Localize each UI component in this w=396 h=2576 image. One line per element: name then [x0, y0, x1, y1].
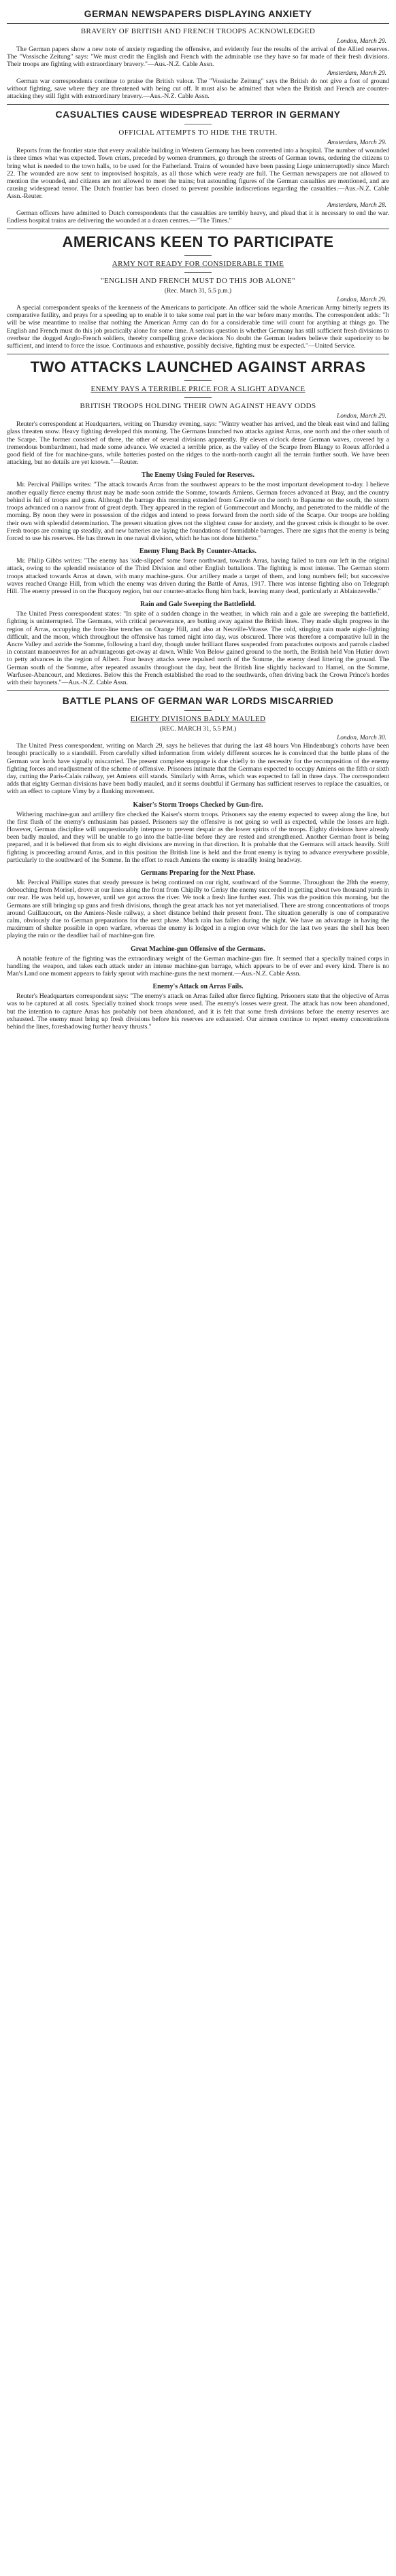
- subheadline: BRITISH TROOPS HOLDING THEIR OWN AGAINST HEAVY ODDS: [80, 402, 316, 411]
- divider: [7, 23, 389, 24]
- paragraph: The German papers show a new note of anxiety regarding the offensive, and evidently fear the results of the arrival of the Allied reserves. The "Vossische Zeitung" says: "We must credit the English and French with the admirable use they have so far made of their fresh divisions. Their troops are fighting with extraordinary bravery."—Aus.-N.Z. Cable Assn.: [7, 46, 389, 69]
- article-battle-plans: [7, 695, 389, 1031]
- minor-heading: Kaiser's Storm Troops Checked by Gun-fire.: [133, 801, 263, 809]
- article-arras-attacks: [7, 358, 389, 686]
- subheadline: EIGHTY DIVISIONS BADLY MAULED: [130, 715, 266, 724]
- divider: [7, 690, 389, 691]
- paragraph: The United Press correspondent, writing on March 29, says he believes that during the last 48 hours Von Hindenburg's cohorts have been brought practically to a standstill. From carefully sifted information from widely different sources he is convinced that the battle plans of the German war lords have signally miscarried. The present complete stoppage is due chiefly to the necessity for the recomposition of the enemy fighting forces and readjustment of the scheme of offensive. Prisoners intimate that the Germans expected to occupy Amiens on the fifth or sixth day, cutting the Paris-Calais railway, yet Amiens still stands. Similarly with Arras, which was expected to fall in three days. The correspondent adds that eighty German divisions have been badly mauled, and it seems doubtful if Germany has sufficient reserves to replace the casualties, or with an effect to capture Vimy by a flanking movement.: [7, 742, 389, 796]
- subheadline: OFFICIAL ATTEMPTS TO HIDE THE TRUTH.: [118, 129, 278, 137]
- minor-heading: The Enemy Using Fouled for Reserves.: [142, 471, 254, 480]
- paragraph: Mr. Percival Phillips states that steady pressure is being continued on our right, southward of the Somme. Throughout the 28th the enemy, debouching from Morisel, drove at our lines along the front from Chipilly to Cerisy the enemy succeeded in getting about two thousand yards in our rear. He was held up, however, until we got across the river. We took a fresh line further east. This was the position this morning, but the Germans are still bringing up guns and fresh divisions, though the great attack has not yet materialised. There are strong concentrations of troops around Guillaucourt, on the Amiens-Nesle railway, a short distance behind their present front. The situation generally is one of comparative calm, obviously due to German preparations for the next phase. Much rain has fallen during the night. We have an advantage in having the maximum of shelter possible in open warfare, whereas the enemy is lodged in a region over which for the last two years the shell has been playing the ruin or the deadlier hail of machine-gun fire.: [7, 879, 389, 940]
- subheadline: ENEMY PAYS A TERRIBLE PRICE FOR A SLIGHT ADVANCE: [90, 385, 306, 394]
- article-americans: [7, 233, 389, 350]
- headline: CASUALTIES CAUSE WIDESPREAD TERROR IN GERMANY: [55, 109, 341, 120]
- paragraph: Mr. Philip Gibbs writes: "The enemy has 'side-slipped' some force northward, towards Arras, having failed to turn our left in the original attack, owing to the splendid resistance of the Third Division and other English battalions. The fighting is most intense. The German storm troops attacked towards Arras at dawn, with many machine-guns. Our artillery made a target of them, and long numbers fell; but successive waves reached Orange Hill, from which the enemy was driven during the Battle of Arras, 1917. There was intense fighting also on Telegraph Hill. The enemy pressed in on the Bucquoy region, but our counter-attacks flung him back, leaving many dead, particularly at Ablainzevelle.": [7, 557, 389, 595]
- paragraph: Reuter's Headquarters correspondent says: "The enemy's attack on Arras failed after fierce fighting. Prisoners state that the objective of Arras was to be captured at all costs. Specially trained shock troops were used. The enemy's losses were great. The attack has now been abandoned, but the intention to capture Arras has probably not been abandoned, and it is felt that some fresh divisions before the enemy reserves are exhausted. The enemy must bring up fresh divisions before his reserves are exhausted. Our airmen continue to report enemy concentrations behind the lines, foreshadowing further heavy thrusts.": [7, 992, 389, 1031]
- headline: TWO ATTACKS LAUNCHED AGAINST ARRAS: [30, 358, 366, 376]
- subheadline: ARMY NOT READY FOR CONSIDERABLE TIME: [112, 260, 284, 269]
- dateline: London, March 29.: [336, 38, 386, 45]
- minor-heading: Great Machine-gun Offensive of the Germans.: [130, 945, 266, 953]
- divider: [184, 380, 212, 381]
- subheadline: "ENGLISH AND FRENCH MUST DO THIS JOB ALONE": [101, 277, 295, 286]
- dateline: London, March 29.: [336, 413, 386, 420]
- dateline: Amsterdam, March 28.: [327, 201, 386, 209]
- paragraph: The United Press correspondent states: "In spite of a sudden change in the weather, in which rain and a gale are sweeping the battlefield, fighting is uninterrupted. The Germans, with critical perseverance, are butting away against the British lines. They made slight progress in the region of Arras, occupying the front-line trenches on Orange Hill, and also at Neuville-Vitasse. The cold, stinging rain made night-fighting difficult, and the moon, which throughout the offensive has turned night into day, was obscured. There was therefore a comparative lull in the Ancre Valley and astride the Somme, following a hard day, though under brilliant flares suspended from parachutes outposts and patrols clashed in constant manoeuvres for an advantageous get-away at dawn. While Von Below gained ground to the north, the British held Von Hutier down to petty advances in the region of Albert. Four heavy attacks were repulsed north of the Somme, the enemy dead littering the ground. The German south of the Somme, after repeated assaults throughout the day, beat the British line slightly backward to Hamel, on the Somme, Warfusee-Abancourt, and Mezieres. Below this the French established the road to the southwards, often driving back the Crown Prince's hordes with their bayonets."—Aus.-N.Z. Cable Assn.: [7, 610, 389, 686]
- minor-heading: Germans Preparing for the Next Phase.: [140, 869, 256, 877]
- received-note: (Rec. March 31, 5.5 p.m.): [164, 288, 232, 295]
- received-note: (REC. MARCH 31, 5.5 P.M.): [159, 726, 237, 733]
- paragraph: Reuter's correspondent at Headquarters, writing on Thursday evening, says: "Wintry weather has arrived, and the bleak east wind and falling glass threaten snow. Heavy fighting developed this morning. The Germans launched two attacks against Arras, one north and the other south of the Scarpe. The former consisted of three, the other of several divisions apparently. By eleven o'clock dense German waves, covered by a tremendous bombardment, had made some advance. We exacted a terrible price, as the valley of the Scarpe from Blangy to Roeux afforded a good field of fire for machine-guns, while batteries posted on the ridges to the north-north caught all the terrain further south. We have been attacking, but no details are yet known."—Reuter.: [7, 420, 389, 467]
- headline: BATTLE PLANS OF GERMAN WAR LORDS MISCARRIED: [62, 695, 334, 707]
- dateline: Amsterdam, March 29.: [327, 69, 386, 77]
- divider: [7, 104, 389, 105]
- dateline: London, March 30.: [336, 735, 386, 742]
- divider: [184, 397, 212, 398]
- minor-heading: Enemy's Attack on Arras Fails.: [152, 983, 244, 991]
- divider: [184, 255, 212, 256]
- headline: GERMAN NEWSPAPERS DISPLAYING ANXIETY: [84, 8, 312, 19]
- paragraph: Withering machine-gun and artillery fire checked the Kaiser's storm troops. Prisoners say the enemy expected to sweep along the line, but the first flush of the enemy's enthusiasm has passed. Prisoners say the offensive is not going so well as expected, while the losses are high. However, German discipline will unquestionably interpose to prevent despair as the lower spirits of the troops. Eighty divisions have already been badly mauled, and they will be unable to go into the battle-line before they are rested and strengthened. Another German front is being prepared, and it is believed that from six to eight divisions are moving in that direction. It is probable that the Germans will attack heavily. Stiff fighting is proceeding around Arras, and in this position the British line is held and the front enemy is trying to advance everywhere possible, particularly to the southward of the Somme. In the effort to reach Amiens the enemy is steadily losing headway.: [7, 810, 389, 864]
- newspaper-page: [7, 0, 389, 1031]
- headline: AMERICANS KEEN TO PARTICIPATE: [62, 233, 334, 251]
- subheadline: BRAVERY OF BRITISH AND FRENCH TROOPS ACKNOWLEDGED: [80, 27, 316, 35]
- paragraph: A special correspondent speaks of the keenness of the Americans to participate. An officer said the whole American Army bitterly regrets its comparative futility, and prays for a speeding up to enable it to take some real part in the war before many months. The correspondent adds: "It will be wise meantime to realise that nothing the American Army can do for a considerable time will count for anything at things go. The English and French must do this job practically alone for some time. A serious question is whether Germany has still sufficient fresh divisions to overbear the dogged Anglo-French soldiers, thereby compelling grave decisions No doubt the German leaders believe their superiority to be sufficient, and intend to force the issue. Continuous and exhaustive, possibly decisive, fighting must be expected."—United Service.: [7, 304, 389, 350]
- paragraph: A notable feature of the fighting was the extraordinary weight of the German machine-gun fire. It seemed that a specially trained corps in handling the weapon, and takes each attack under an intense machine-gun barrage, which appears to be of ever and every kind. There is no Man's Land one moment appears to fairly sprout with machine-guns the next moment.—Aus.-N.Z. Cable Assn.: [7, 954, 389, 978]
- divider: [184, 272, 212, 273]
- divider: [184, 710, 212, 711]
- paragraph: Mr. Percival Phillips writes: "The attack towards Arras from the southwest appears to be the most important development to-day. I believe another equally fierce enemy thrust may be made soon astride the Somme, towards Amiens. German forces advanced at Bray, and the country behind is full of troops and guns. Although the barrage this morning extended from Gavrelle on the north to Bapaume on the south, the storm troops advanced on a narrow front of great depth. They appeared in the region of Gommecourt and Monchy, and penetrated to the middle of the morning. By noon they were in possession of the ridges and intend to press forward from the north side of the Scarpe. Our troops are holding their own with splendid determination. The present situation gives not the slightest cause for anxiety, and the gravest crisis is thought to be over. Fresh troops are coming up steadily, and new batteries are laying the foundations of formidable barrages. There are signs that the enemy is being forced to use his reserves. He has thrown in one naval division, which he has not done hitherto.": [7, 481, 389, 542]
- paragraph: German war correspondents continue to praise the British valour. The "Vossische Zeitung" says the British do not give a foot of ground without fighting, save where they are threatened with being cut off. It must also be admitted that when the British and French are counter-attacking they still fight with extraordinary bravery.—Aus.-N.Z. Cable Assn.: [7, 77, 389, 101]
- minor-heading: Enemy Flung Back By Counter-Attacks.: [139, 548, 257, 556]
- paragraph: German officers have admitted to Dutch correspondents that the casualties are terribly heavy, and plead that it is necessary to end the war. Endless hospital trains are delivering the wounded at a dozen centres.—"The Times.": [7, 209, 389, 224]
- article-casualties: [7, 109, 389, 224]
- dateline: London, March 29.: [336, 297, 386, 304]
- article-german-newspapers: [7, 8, 389, 100]
- paragraph: Reports from the frontier state that every available building in Western Germany has been converted into a hospital. The number of wounded is three times what was expected. Town criers, preceded by women drummers, go through the streets of German towns, ordering the citizens to bring what is needed to the town halls, to be used for the Fatherland. Trains of wounded have been passing Liege uninterruptedly since March 22. The wounded are now sent to improvised hospitals, as all those which were ready are full. The German newspapers are not allowed to mention the wounded, and citizens are not allowed to meet the trains; but astounding figures of the German casualties are mentioned, and are causing widespread terror. The Dutch frontier has been closed to prevent possible indiscretions regarding the casualties.—Aus.-N.Z. Cable Assn.-Reuter.: [7, 147, 389, 201]
- minor-heading: Rain and Gale Sweeping the Battlefield.: [139, 601, 256, 609]
- dateline: Amsterdam, March 29.: [327, 139, 386, 147]
